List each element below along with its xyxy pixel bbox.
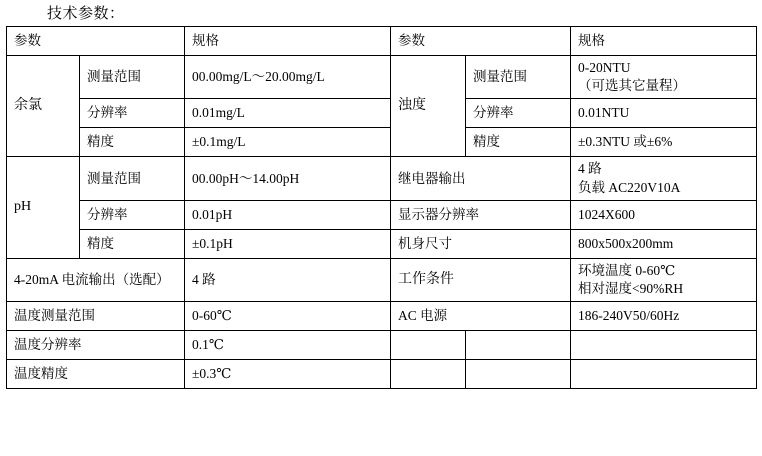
- value-relay-line1: 4 路: [578, 161, 602, 177]
- label-turb-resolution: 分辨率: [466, 99, 571, 128]
- table-row: [7, 157, 757, 200]
- label-temp-accuracy: 温度精度: [7, 360, 185, 389]
- label-relay-output: 继电器输出: [391, 157, 571, 200]
- header-param-right: 参数: [391, 27, 571, 56]
- table-row: [7, 128, 757, 157]
- value-cl-accuracy: ±0.1mg/L: [185, 128, 391, 157]
- label-ac-power: AC 电源: [391, 302, 571, 331]
- label-current-output: 4-20mA 电流输出（选配）: [7, 258, 185, 301]
- section-caption: 技术参数：: [47, 5, 125, 22]
- table-row: [7, 56, 757, 99]
- label-temp-range: 温度测量范围: [7, 302, 185, 331]
- value-ac-power: 186-240V50/60Hz: [571, 302, 757, 331]
- value-temp-resolution: 0.1℃: [185, 331, 391, 360]
- value-working-line2: 相对湿度<90%RH: [578, 281, 684, 297]
- specifications-table: [6, 26, 757, 389]
- value-working-condition: [571, 258, 757, 301]
- table-row: [7, 302, 757, 331]
- label-ph-accuracy: 精度: [80, 229, 185, 258]
- label-display-resolution: 显示器分辨率: [391, 200, 571, 229]
- empty-cell-5: [466, 360, 571, 389]
- empty-cell-1: [391, 331, 466, 360]
- table-row: [7, 200, 757, 229]
- table-row: [7, 99, 757, 128]
- value-turb-resolution: 0.01NTU: [571, 99, 757, 128]
- table-row: [7, 258, 757, 301]
- value-working-line1: 环境温度 0-60℃: [578, 262, 676, 278]
- header-spec-right: 规格: [571, 27, 757, 56]
- value-body-size: 800x500x200mm: [571, 229, 757, 258]
- value-ph-range: 00.00pH～14.00pH: [185, 157, 391, 200]
- value-turb-range-line2: （可选其它量程）: [578, 78, 686, 94]
- value-temp-range: 0-60℃: [185, 302, 391, 331]
- value-turb-accuracy: ±0.3NTU 或±6%: [571, 128, 757, 157]
- value-relay-output: [571, 157, 757, 200]
- label-cl-range: 测量范围: [80, 56, 185, 99]
- empty-cell-3: [571, 331, 757, 360]
- value-cl-range: 00.00mg/L～20.00mg/L: [185, 56, 391, 99]
- value-turb-range-line1: 0-20NTU: [578, 60, 631, 75]
- empty-cell-2: [466, 331, 571, 360]
- table-row: [7, 360, 757, 389]
- label-ph-range: 测量范围: [80, 157, 185, 200]
- value-current-output: 4 路: [185, 258, 391, 301]
- header-spec-left: 规格: [185, 27, 391, 56]
- group-residual-chlorine: 余氯: [7, 56, 80, 157]
- label-body-size: 机身尺寸: [391, 229, 571, 258]
- value-temp-accuracy: ±0.3℃: [185, 360, 391, 389]
- value-ph-accuracy: ±0.1pH: [185, 229, 391, 258]
- group-turbidity: 浊度: [391, 56, 466, 157]
- label-cl-accuracy: 精度: [80, 128, 185, 157]
- table-header-row: [7, 27, 757, 56]
- empty-cell-6: [571, 360, 757, 389]
- empty-cell-4: [391, 360, 466, 389]
- label-cl-resolution: 分辨率: [80, 99, 185, 128]
- group-ph: pH: [7, 157, 80, 258]
- label-ph-resolution: 分辨率: [80, 200, 185, 229]
- value-ph-resolution: 0.01pH: [185, 200, 391, 229]
- value-relay-line2: 负载 AC220V10A: [578, 179, 681, 195]
- label-working-condition: 工作条件: [391, 258, 571, 301]
- table-row: [7, 229, 757, 258]
- value-cl-resolution: 0.01mg/L: [185, 99, 391, 128]
- value-turb-range: [571, 56, 757, 99]
- table-row: [7, 331, 757, 360]
- value-display-resolution: 1024X600: [571, 200, 757, 229]
- header-param-left: 参数: [7, 27, 185, 56]
- label-turb-range: 测量范围: [466, 56, 571, 99]
- label-temp-resolution: 温度分辨率: [7, 331, 185, 360]
- label-turb-accuracy: 精度: [466, 128, 571, 157]
